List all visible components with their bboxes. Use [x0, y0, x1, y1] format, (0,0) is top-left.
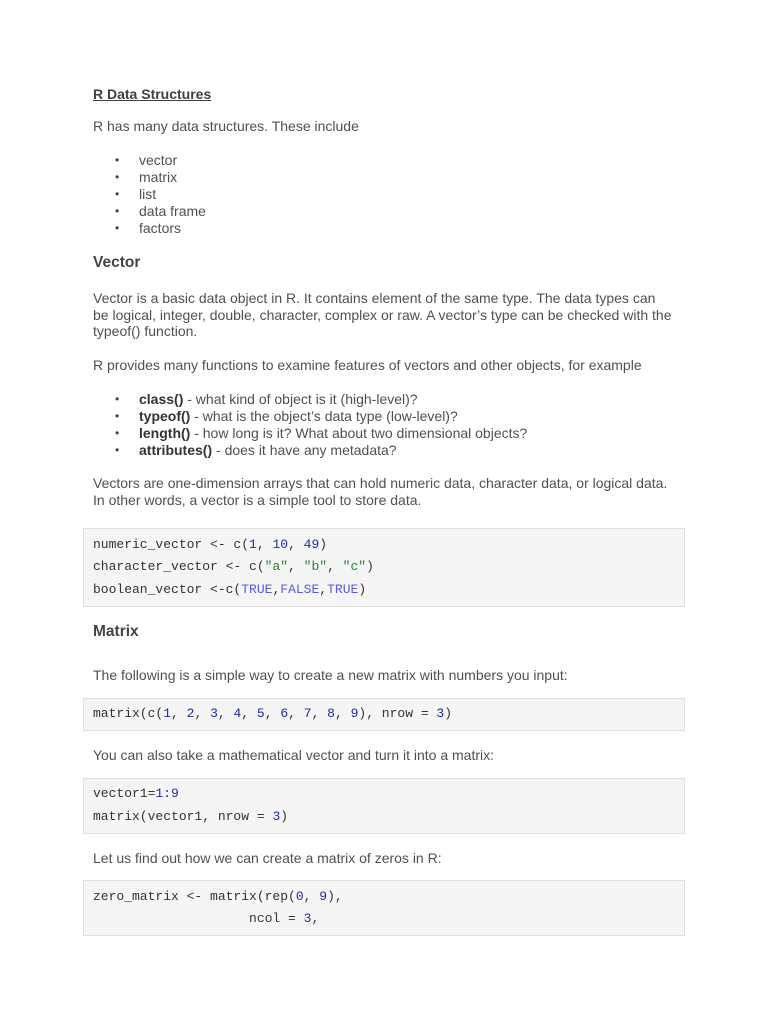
structures-list	[93, 152, 206, 236]
intro-text: R has many data structures. These include	[93, 118, 359, 134]
matrix-para-1: The following is a simple way to create a new matrix with numbers you input:	[93, 667, 568, 683]
code-line: matrix(vector1, nrow = 3)	[93, 809, 289, 824]
list-item: • data frame	[93, 203, 206, 220]
code-line: character_vector <- c("a", "b", "c")	[93, 559, 374, 574]
list-item: • list	[93, 186, 206, 203]
function-name: class()	[139, 391, 184, 407]
function-name: attributes()	[139, 441, 213, 458]
code-number: 1	[163, 706, 172, 721]
list-item	[93, 442, 527, 459]
list-item: • matrix	[93, 169, 206, 186]
code-number: 8	[327, 706, 335, 721]
function-name: length()	[139, 424, 191, 441]
function-desc: - does it have any metadata?	[212, 441, 397, 458]
code-line: matrix(c(1, 2, 3, 4, 5, 6, 7, 8, 9), nrow = 3)	[93, 706, 453, 721]
function-name: typeof()	[139, 407, 191, 424]
vector-para-2: R provides many functions to examine features of vectors and other objects, for example	[93, 357, 642, 373]
code-line: ncol = 3,	[93, 911, 320, 926]
list-item: • vector	[93, 152, 206, 169]
vector-para-3: Vectors are one-dimension arrays that can hold numeric data, character data, or logical data. In other words, a vector is a simple tool to store data.	[93, 475, 668, 508]
matrix-code-block-1	[83, 698, 685, 731]
code-line: vector1=1:9	[93, 786, 179, 801]
matrix-code-block-3	[83, 880, 685, 936]
code-line: boolean_vector <-c(TRUE,FALSE,TRUE)	[93, 582, 367, 597]
matrix-para-2: You can also take a mathematical vector and turn it into a matrix:	[93, 747, 495, 763]
list-item: • factors	[93, 220, 206, 237]
function-desc: - how long is it? What about two dimensional objects?	[190, 424, 528, 441]
code-number: 2	[186, 706, 195, 721]
code-number: 7	[303, 706, 312, 721]
list-item	[93, 425, 527, 442]
function-desc: - what is the object’s data type (low-level)?	[190, 407, 458, 424]
matrix-heading: Matrix	[93, 623, 139, 640]
code-number: 6	[280, 706, 289, 721]
functions-list	[93, 391, 527, 459]
code-number: 4	[233, 706, 242, 721]
vector-heading: Vector	[93, 254, 141, 271]
vector-para-1: Vector is a basic data object in R. It contains element of the same type. The data types can be logical, integer, double, character, complex or raw. A vector’s type can be checked with the typeof() function.	[93, 290, 672, 340]
matrix-para-3: Let us find out how we can create a matrix of zeros in R:	[93, 850, 442, 866]
code-number: 9	[350, 706, 359, 721]
matrix-code-block-2	[83, 778, 685, 834]
function-desc: - what kind of object is it (high-level)?	[183, 391, 418, 407]
code-line: zero_matrix <- matrix(rep(0, 9),	[93, 889, 343, 904]
list-item	[93, 408, 527, 425]
vector-code-block	[83, 528, 685, 607]
page-title: R Data Structures	[93, 86, 212, 102]
code-line: numeric_vector <- c(1, 10, 49)	[93, 537, 328, 552]
code-number: 5	[256, 706, 265, 721]
list-item	[93, 391, 527, 408]
code-number: 3	[210, 706, 218, 721]
